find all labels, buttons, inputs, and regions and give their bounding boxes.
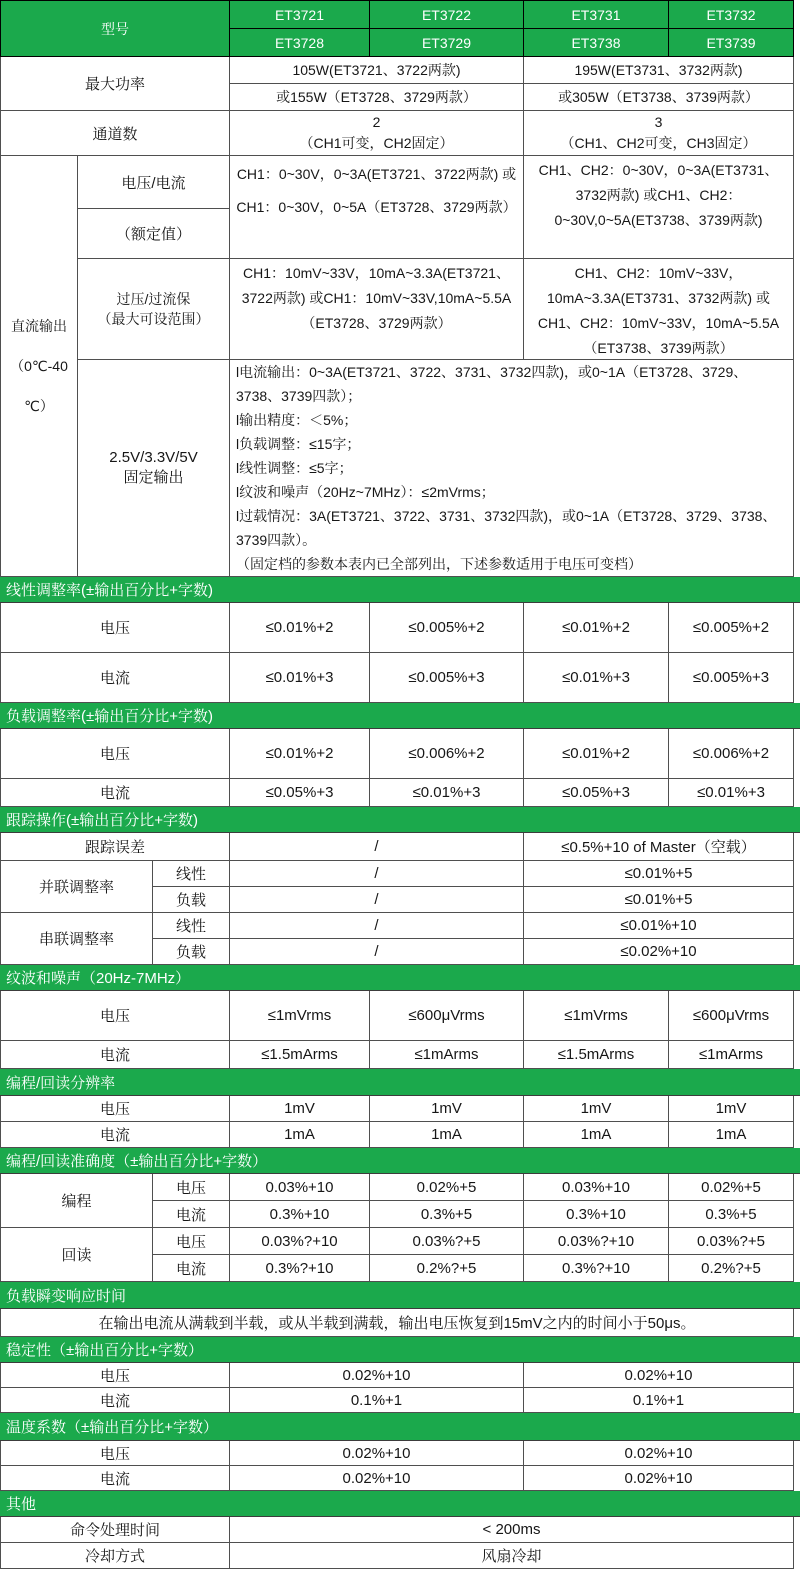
temp-voltage-row bbox=[1, 1441, 794, 1466]
band-load-regulation: 负载调整率(±输出百分比+字数) bbox=[0, 703, 800, 729]
model-cell: ET3722 bbox=[370, 1, 524, 29]
model-cell: ET3729 bbox=[370, 29, 524, 57]
value-cell: 风扇冷却 bbox=[230, 1543, 794, 1569]
channels-left-cell: 2 （CH1可变，CH2固定） bbox=[230, 111, 524, 156]
value-cell: 1mA bbox=[669, 1122, 794, 1148]
dc-fixed-row bbox=[78, 360, 794, 577]
value-cell: 1mA bbox=[524, 1122, 669, 1148]
value-cell: < 200ms bbox=[230, 1517, 794, 1543]
value-cell: ≤0.01%+3 bbox=[370, 779, 524, 807]
value-cell: ≤1mVrms bbox=[230, 991, 370, 1041]
model-cell: ET3721 bbox=[230, 1, 370, 29]
ripple-voltage-row bbox=[1, 991, 794, 1041]
value-cell: ≤600μVrms bbox=[669, 991, 794, 1041]
row-label: 冷却方式 bbox=[1, 1543, 230, 1569]
dc-rated-row bbox=[78, 156, 794, 259]
value-cell: 0.02%+10 bbox=[230, 1466, 524, 1491]
temp-current-row bbox=[1, 1466, 794, 1491]
row-label: 电流 bbox=[1, 1122, 230, 1148]
group-label: 并联调整率 bbox=[1, 861, 153, 913]
value-cell: / bbox=[230, 887, 524, 913]
value-cell: ≤0.006%+2 bbox=[370, 729, 524, 779]
channels-section bbox=[0, 111, 794, 156]
row-label: 电压 bbox=[1, 1441, 230, 1466]
value-cell: ≤0.01%+2 bbox=[524, 729, 669, 779]
band-others: 其他 bbox=[0, 1491, 800, 1517]
sub-label: 线性 bbox=[153, 861, 230, 887]
value-cell: / bbox=[230, 939, 524, 965]
sub-label: 电流 bbox=[153, 1255, 230, 1282]
value-cell: 0.3%+10 bbox=[230, 1201, 370, 1228]
value-cell: 0.03%?+10 bbox=[524, 1228, 669, 1255]
stability-rows bbox=[0, 1363, 794, 1413]
row-label: 电压 bbox=[1, 1363, 230, 1388]
value-cell: ≤600μVrms bbox=[370, 991, 524, 1041]
value-cell: 0.3%?+10 bbox=[230, 1255, 370, 1282]
model-cell: ET3728 bbox=[230, 29, 370, 57]
group-label: 编程 bbox=[1, 1174, 153, 1228]
channels-right-cell: 3 （CH1、CH2可变，CH3固定） bbox=[524, 111, 794, 156]
row-label: 电流 bbox=[1, 1466, 230, 1491]
value-cell: ≤0.005%+2 bbox=[669, 603, 794, 653]
model-cell: ET3731 bbox=[524, 1, 669, 29]
row-label: 电流 bbox=[1, 1388, 230, 1413]
sub-label: 负载 bbox=[153, 939, 230, 965]
row-label: 电流 bbox=[1, 653, 230, 703]
value-cell: ≤0.006%+2 bbox=[669, 729, 794, 779]
value-cell: 1mV bbox=[370, 1096, 524, 1122]
readback-accuracy-group bbox=[1, 1228, 794, 1282]
cooling-row bbox=[1, 1543, 794, 1569]
accuracy-rows bbox=[0, 1174, 794, 1282]
value-cell: 0.1%+1 bbox=[524, 1388, 794, 1413]
others-rows bbox=[0, 1517, 794, 1569]
value-cell: 0.3%+5 bbox=[370, 1201, 524, 1228]
value-cell: 0.03%?+10 bbox=[230, 1228, 370, 1255]
linear-regulation-rows bbox=[0, 603, 794, 703]
dc-rated-right-cell: CH1、CH2：0~30V，0~3A(ET3731、3732两款) 或CH1、CH2：0~30V,0~5A(ET3738、3739两款) bbox=[524, 156, 794, 259]
max-power-cell: 或155W（ET3728、3729两款） bbox=[230, 84, 524, 111]
sub-label: 负载 bbox=[153, 887, 230, 913]
band-tracking: 跟踪操作(±输出百分比+字数) bbox=[0, 807, 800, 833]
max-power-cell: 105W(ET3721、3722两款) bbox=[230, 57, 524, 84]
resolution-current-row bbox=[1, 1122, 794, 1148]
value-cell: ≤0.05%+3 bbox=[524, 779, 669, 807]
resolution-voltage-row bbox=[1, 1096, 794, 1122]
value-cell: / bbox=[230, 861, 524, 887]
value-cell: 1mA bbox=[230, 1122, 370, 1148]
value-cell: 0.02%+10 bbox=[230, 1441, 524, 1466]
command-time-row bbox=[1, 1517, 794, 1543]
max-power-section bbox=[0, 57, 794, 111]
transient-row bbox=[0, 1309, 794, 1337]
value-cell: 0.03%?+5 bbox=[370, 1228, 524, 1255]
model-row-2 bbox=[230, 29, 794, 57]
value-cell: 0.03%?+5 bbox=[669, 1228, 794, 1255]
value-cell: 0.03%+10 bbox=[230, 1174, 370, 1201]
value-cell: ≤1.5mArms bbox=[524, 1041, 669, 1069]
stability-voltage-row bbox=[1, 1363, 794, 1388]
value-cell: 0.02%+5 bbox=[669, 1174, 794, 1201]
value-cell: 1mV bbox=[669, 1096, 794, 1122]
value-cell: 1mA bbox=[370, 1122, 524, 1148]
value-cell: ≤0.01%+3 bbox=[669, 779, 794, 807]
value-cell: ≤0.05%+3 bbox=[230, 779, 370, 807]
sub-label: 线性 bbox=[153, 913, 230, 939]
value-cell: 0.3%?+10 bbox=[524, 1255, 669, 1282]
stability-current-row bbox=[1, 1388, 794, 1413]
value-cell: ≤0.01%+3 bbox=[230, 653, 370, 703]
value-cell: ≤0.005%+3 bbox=[370, 653, 524, 703]
value-cell: ≤1mVrms bbox=[524, 991, 669, 1041]
ripple-noise-rows bbox=[0, 991, 794, 1069]
model-row-1 bbox=[230, 1, 794, 29]
model-cell: ET3738 bbox=[524, 29, 669, 57]
value-cell: 0.02%+10 bbox=[230, 1363, 524, 1388]
value-cell: 0.02%+10 bbox=[524, 1466, 794, 1491]
value-cell: 0.3%+5 bbox=[669, 1201, 794, 1228]
sub-label: 电压 bbox=[153, 1174, 230, 1201]
series-regulation-group bbox=[1, 913, 794, 965]
dc-protection-row bbox=[78, 259, 794, 360]
value-cell: ≤0.01%+5 bbox=[524, 861, 794, 887]
band-accuracy: 编程/回读准确度（±输出百分比+字数） bbox=[0, 1148, 800, 1174]
sub-label: 电压 bbox=[153, 1228, 230, 1255]
load-regulation-rows bbox=[0, 729, 794, 807]
sub-label: 电流 bbox=[153, 1201, 230, 1228]
value-cell: 0.2%?+5 bbox=[669, 1255, 794, 1282]
max-power-cell: 或305W（ET3738、3739两款） bbox=[524, 84, 794, 111]
row-label: 电流 bbox=[1, 779, 230, 807]
value-cell: / bbox=[230, 833, 524, 861]
tracking-error-row bbox=[1, 833, 794, 861]
row-label: 电压 bbox=[1, 991, 230, 1041]
model-cell: ET3739 bbox=[669, 29, 794, 57]
model-header-label: 型号 bbox=[1, 1, 230, 57]
row-label: 命令处理时间 bbox=[1, 1517, 230, 1543]
value-cell: 0.02%+10 bbox=[524, 1363, 794, 1388]
value-cell: 0.02%+5 bbox=[370, 1174, 524, 1201]
value-cell: ≤0.01%+2 bbox=[230, 603, 370, 653]
ripple-current-row bbox=[1, 1041, 794, 1069]
load-current-row bbox=[1, 779, 794, 807]
value-cell: 1mV bbox=[230, 1096, 370, 1122]
value-cell: 0.2%?+5 bbox=[370, 1255, 524, 1282]
load-voltage-row bbox=[1, 729, 794, 779]
dc-rated-left-cell: CH1：0~30V，0~3A(ET3721、3722两款) 或CH1：0~30V，0~5A（ET3728、3729两款） bbox=[230, 156, 524, 259]
program-accuracy-group bbox=[1, 1174, 794, 1228]
resolution-rows bbox=[0, 1096, 794, 1148]
tracking-rows bbox=[0, 833, 794, 965]
value-cell: 0.03%+10 bbox=[524, 1174, 669, 1201]
row-label: 电压 bbox=[1, 1096, 230, 1122]
linear-voltage-row bbox=[1, 603, 794, 653]
dc-rated-label-2: （额定值） bbox=[78, 209, 230, 259]
parallel-regulation-group bbox=[1, 861, 794, 913]
row-label: 跟踪误差 bbox=[1, 833, 230, 861]
dc-fixed-label: 2.5V/3.3V/5V 固定输出 bbox=[78, 360, 230, 577]
group-label: 串联调整率 bbox=[1, 913, 153, 965]
value-cell: ≤0.01%+10 bbox=[524, 913, 794, 939]
value-cell: 0.3%+10 bbox=[524, 1201, 669, 1228]
dc-output-label: 直流输出 （0℃-40 ℃） bbox=[1, 156, 78, 577]
value-cell: 0.02%+10 bbox=[524, 1441, 794, 1466]
max-power-cell: 195W(ET3731、3732两款) bbox=[524, 57, 794, 84]
model-cell: ET3732 bbox=[669, 1, 794, 29]
value-cell: ≤0.02%+10 bbox=[524, 939, 794, 965]
value-cell: ≤0.01%+3 bbox=[524, 653, 669, 703]
value-cell: ≤1.5mArms bbox=[230, 1041, 370, 1069]
max-power-label: 最大功率 bbox=[1, 57, 230, 111]
band-ripple-noise: 纹波和噪声（20Hz-7MHz） bbox=[0, 965, 800, 991]
value-cell: ≤0.01%+2 bbox=[230, 729, 370, 779]
value-cell: ≤0.5%+10 of Master（空载） bbox=[524, 833, 794, 861]
value-cell: ≤0.005%+2 bbox=[370, 603, 524, 653]
value-cell: / bbox=[230, 913, 524, 939]
row-label: 电压 bbox=[1, 729, 230, 779]
linear-current-row bbox=[1, 653, 794, 703]
channels-label: 通道数 bbox=[1, 111, 230, 156]
value-cell: ≤0.005%+3 bbox=[669, 653, 794, 703]
band-transient: 负载瞬变响应时间 bbox=[0, 1282, 800, 1309]
dc-protection-left-cell: CH1：10mV~33V，10mA~3.3A(ET3721、3722两款) 或CH1：10mV~33V,10mA~5.5A（ET3728、3729两款） bbox=[230, 259, 524, 360]
band-temp-coefficient: 温度系数（±输出百分比+字数） bbox=[0, 1413, 800, 1441]
value-cell: 1mV bbox=[524, 1096, 669, 1122]
value-cell: ≤0.01%+2 bbox=[524, 603, 669, 653]
dc-output-section bbox=[0, 156, 794, 577]
dc-rated-label-1: 电压/电流 bbox=[78, 156, 230, 209]
dc-protection-label: 过压/过流保 （最大可设范围） bbox=[78, 259, 230, 360]
dc-protection-right-cell: CH1、CH2：10mV~33V，10mA~3.3A(ET3731、3732两款) 或CH1、CH2：10mV~33V，10mA~5.5A（ET3738、3739两款） bbox=[524, 259, 794, 360]
dc-fixed-value-cell: l电流输出：0~3A(ET3721、3722、3731、3732四款)，或0~1A（ET3728、3729、3738、3739四款）； l输出精度：＜5%； l负载调整：≤15字； l线性调整：≤5字； l纹波和噪声（20Hz~7MHz）：≤2mVrms； l过载情况：3A(ET3721、3722、3731、3732四款)，或0~1A（ET3728、3729、3738、3739四款）。 （固定档的参数本表内已全部列出，下述参数适用于电压可变档） bbox=[230, 360, 794, 577]
temp-coefficient-rows bbox=[0, 1441, 794, 1491]
value-cell: 0.1%+1 bbox=[230, 1388, 524, 1413]
model-header bbox=[0, 0, 794, 57]
value-cell: ≤1mArms bbox=[669, 1041, 794, 1069]
band-resolution: 编程/回读分辨率 bbox=[0, 1069, 800, 1096]
transient-text: 在输出电流从满载到半载，或从半载到满载，输出电压恢复到15mV之内的时间小于50μs。 bbox=[1, 1309, 794, 1337]
row-label: 电压 bbox=[1, 603, 230, 653]
group-label: 回读 bbox=[1, 1228, 153, 1282]
band-linear-regulation: 线性调整率(±输出百分比+字数) bbox=[0, 577, 800, 603]
value-cell: ≤0.01%+5 bbox=[524, 887, 794, 913]
band-stability: 稳定性（±输出百分比+字数） bbox=[0, 1337, 800, 1363]
row-label: 电流 bbox=[1, 1041, 230, 1069]
value-cell: ≤1mArms bbox=[370, 1041, 524, 1069]
